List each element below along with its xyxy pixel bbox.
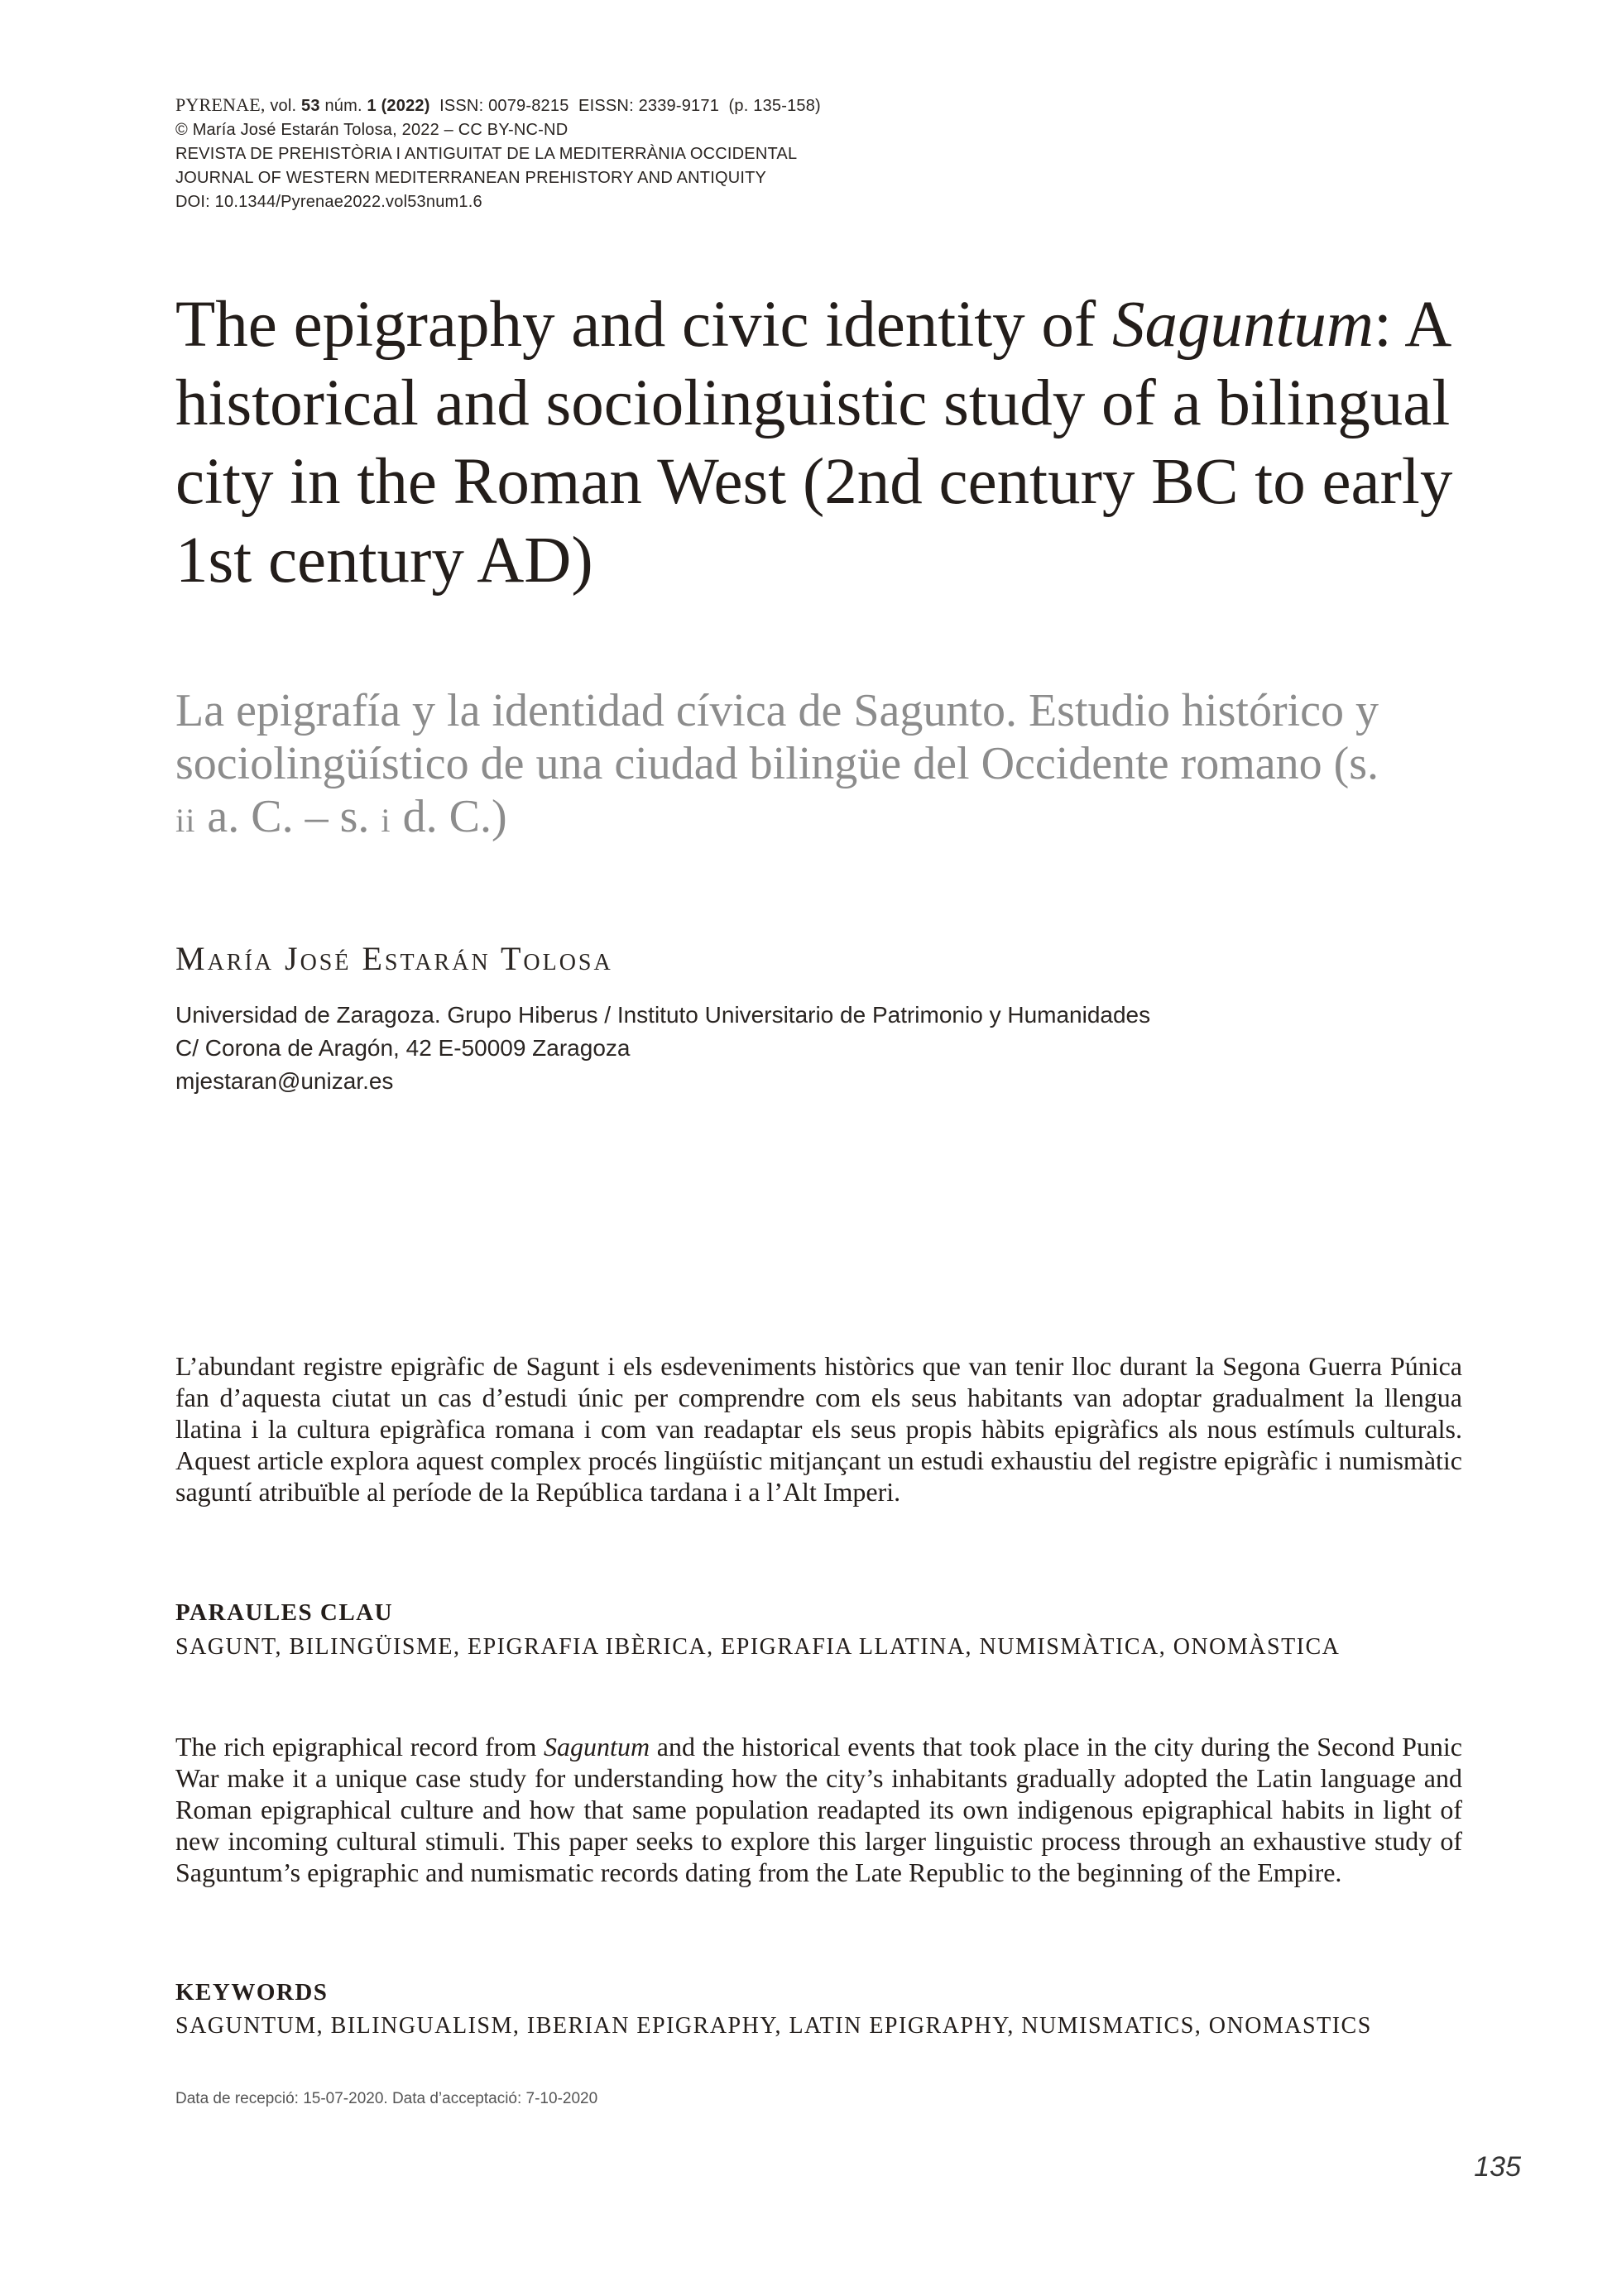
- page-range: (p. 135-158): [728, 97, 821, 115]
- title-text: The epigraphy and civic identity of: [175, 289, 1112, 361]
- affiliation: Universidad de Zaragoza. Grupo Hiberus / Instituto Universitario de Patrimonio y Humanidades: [175, 1002, 1151, 1028]
- author-affiliation-block: [175, 999, 1417, 1098]
- email[interactable]: mjestaran@unizar.es: [175, 1068, 394, 1094]
- volume-number: 53: [301, 97, 320, 115]
- subtitle-text-end: d. C.): [391, 791, 507, 842]
- submission-dates: Data de recepció: 15-07-2020. Data d’acceptació: 7-10-2020: [175, 2090, 598, 2107]
- subtitle-text: La epigrafía y la identidad cívica de Sagunto. Estudio histórico y sociolingüístico de una ciudad bilingüe del Occidente romano (s.: [175, 685, 1379, 789]
- copyright-line: © María José Estarán Tolosa, 2022 – CC BY-NC-ND: [175, 121, 569, 139]
- issue-number: 1 (2022): [367, 97, 430, 115]
- keywords-heading-ca: PARAULES CLAU: [175, 1599, 394, 1626]
- abstract-en-text: The rich epigraphical record from: [175, 1732, 545, 1762]
- journal-subtitle-ca: REVISTA DE PREHISTÒRIA I ANTIGUITAT DE LA MEDITERRÀNIA OCCIDENTAL: [175, 145, 798, 163]
- author-name: María José Estarán Tolosa: [175, 940, 613, 977]
- number-label: núm.: [324, 97, 362, 115]
- abstract-catalan: L’abundant registre epigràfic de Sagunt i els esdeveniments històrics que van tenir lloc durant la Segona Guerra Púnica fan d’aquesta ciutat un cas d’estudi únic per comprendre com els seus habitants van adoptar gradualment la llengua llatina i la cultura epigràfica romana i com van readaptar els seus propis hàbits epigràfics als nous estímuls culturals. Aquest article explora aquest complex procés lingüístic mitjançant un estudi exhaustiu del registre epigràfic i numismàtic saguntí atribuïble al període de la República tardana i a l’Alt Imperi.: [175, 1351, 1462, 1507]
- issn: ISSN: 0079-8215: [439, 97, 569, 115]
- title-text-rest: : A historical and sociolinguistic study of a bilingual city in the Roman West (2nd century BC to early 1st century AD): [175, 289, 1453, 597]
- article-subtitle: [175, 684, 1400, 847]
- subtitle-text-mid: a. C. – s.: [195, 791, 381, 842]
- journal-subtitle-en: JOURNAL OF WESTERN MEDITERRANEAN PREHISTORY AND ANTIQUITY: [175, 169, 767, 187]
- subtitle-century-2: i: [381, 802, 391, 839]
- journal-citation-line: [175, 93, 1417, 118]
- keywords-heading-en: KEYWORDS: [175, 1979, 329, 2006]
- subtitle-century-1: ii: [175, 802, 196, 839]
- article-title: [175, 285, 1466, 600]
- page-number: 135: [1474, 2151, 1521, 2183]
- volume-label: vol.: [270, 97, 297, 115]
- journal-header: [175, 93, 1417, 214]
- abstract-en-italic: Saguntum: [544, 1732, 650, 1762]
- keywords-ca: SAGUNT, BILINGÜISME, EPIGRAFIA IBÈRICA, EPIGRAFIA LLATINA, NUMISMÀTICA, ONOMÀSTICA: [175, 1634, 1341, 1660]
- keywords-en: SAGUNTUM, BILINGUALISM, IBERIAN EPIGRAPHY, LATIN EPIGRAPHY, NUMISMATICS, ONOMASTICS: [175, 2013, 1372, 2039]
- journal-name: PYRENAE,: [175, 94, 266, 115]
- abstract-en-text-rest: and the historical events that took place in the city during the Second Punic War make it a unique case study for understanding how the city’s inhabitants gradually adopted the Latin language and Roman epigraphical culture and how that same population readapted its own indigenous epigraphical habits in light of new incoming cultural stimuli. This paper seeks to explore this larger linguistic process through an exhaustive study of Saguntum’s epigraphic and numismatic records dating from the Late Republic to the beginning of the Empire.: [175, 1732, 1463, 1887]
- title-italic: Saguntum: [1111, 289, 1374, 361]
- doi[interactable]: DOI: 10.1344/Pyrenae2022.vol53num1.6: [175, 193, 482, 211]
- abstract-english: [175, 1731, 1462, 1888]
- eissn: EISSN: 2339-9171: [578, 97, 720, 115]
- address: C/ Corona de Aragón, 42 E-50009 Zaragoza: [175, 1035, 631, 1061]
